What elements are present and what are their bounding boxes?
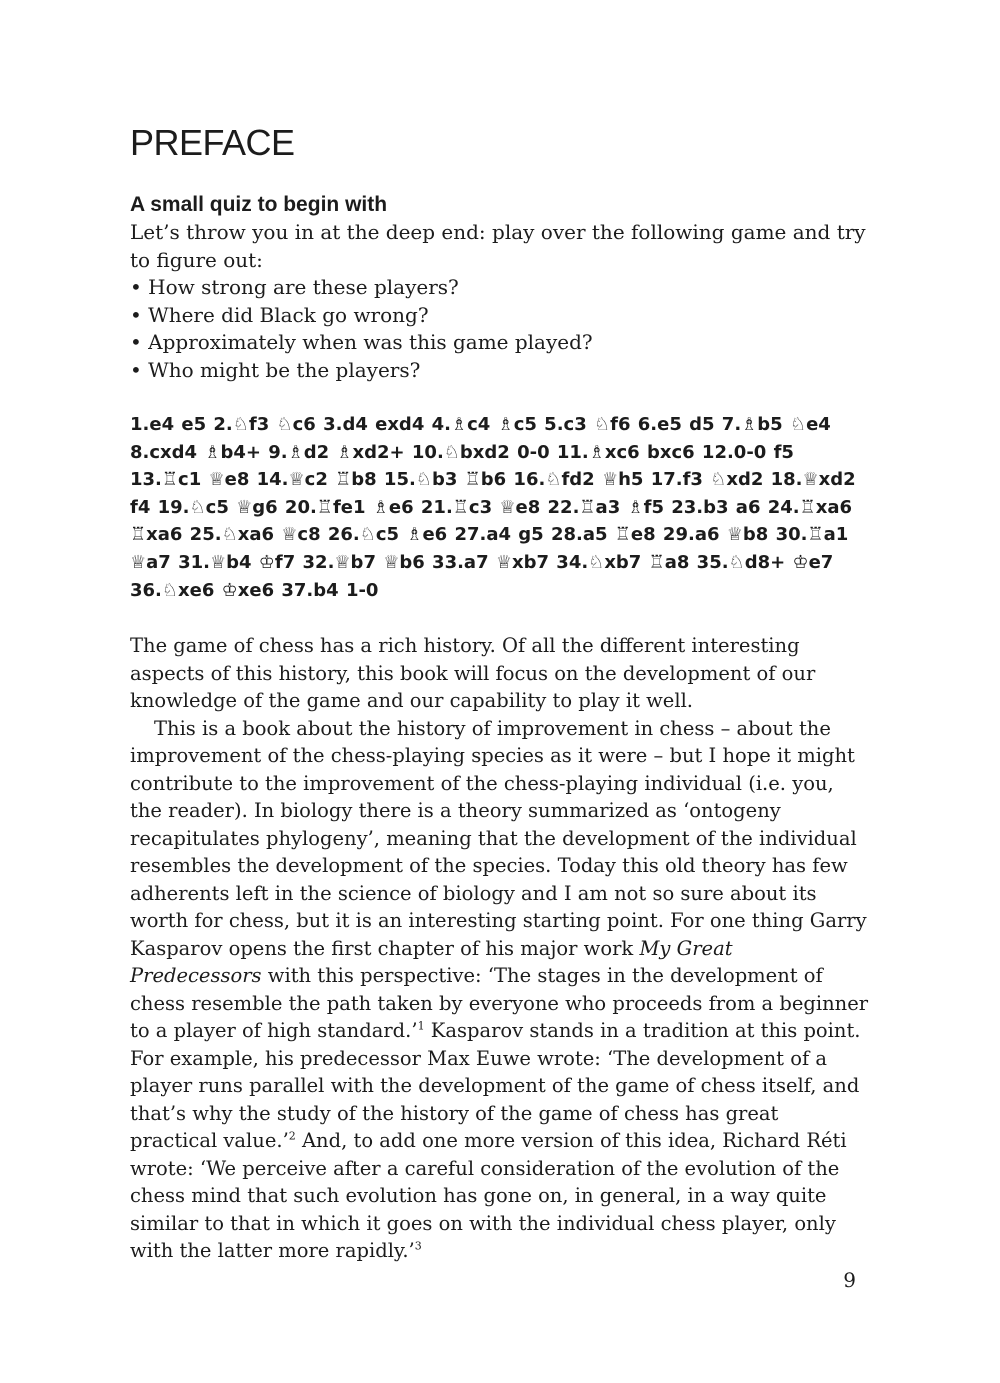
paragraph-2-part-2: with this perspective: ‘The stages in the development of chess resemble the path taken by everyone who proceeds from a beginner to a player of high standard.’ — [130, 964, 869, 1042]
page-title: PREFACE — [130, 122, 295, 163]
game-moves: 1.e4 e5 2.♘f3 ♘c6 3.d4 exd4 4.♗c4 ♗c5 5.c3 ♘f6 6.e5 d5 7.♗b5 ♘e4 8.cxd4 ♗b4+ 9.♗d2 ♗xd2+ 10.♘bxd2 0-0 11.♗xc6 bxc6 12.0-0 f5 13.♖c1 ♕e8 14.♕c2 ♖b8 15.♘b3 ♖b6 16.♘fd2 ♕h5 17.f3 ♘xd2 18.♕xd2 f4 19.♘c5 ♕g6 20.♖fe1 ♗e6 21.♖c3 ♕e8 22.♖a3 ♗f5 23.b3 a6 24.♖xa6 ♖xa6 25.♘xa6 ♕c8 26.♘c5 ♗e6 27.a4 g5 28.a5 ♖e8 29.a6 ♕b8 30.♖a1 ♕a7 31.♕b4 ♔f7 32.♕b7 ♕b6 33.a7 ♕xb7 34.♘xb7 ♖a8 35.♘d8+ ♔e7 36.♘xe6 ♔xe6 37.b4 1-0 — [130, 414, 856, 601]
intro-block — [130, 219, 870, 384]
section-subtitle: A small quiz to begin with — [130, 193, 388, 216]
footnote-marker: 1 — [417, 1019, 425, 1033]
quiz-question: • Who might be the players? — [130, 357, 421, 382]
paragraph-2-part-1: This is a book about the history of improvement in chess – about the improvement of the chess-playing species as it were – but I hope it might contribute to the improvement of the chess-playing individual (i.e. you, the reader). In biology there is a theory summarized as ‘ontogeny recapitulates phylogeny’, meaning that the development of the individual resembles the development of the species. Today this old theory has few adherents left in the science of biology and I am not so sure about its worth for chess, but it is an interesting starting point. For one thing Garry Kasparov opens the first chapter of his major work — [130, 716, 867, 960]
book-title: My Great Predecessors — [130, 936, 733, 987]
quiz-question: • Approximately when was this game played? — [130, 330, 593, 354]
paragraph-2 — [130, 715, 870, 1265]
paragraph-1: The game of chess has a rich history. Of all the different interesting aspects of this history, this book will focus on the development of our knowledge of the game and our capability to play it well. — [130, 634, 816, 712]
quiz-questions — [130, 274, 870, 384]
footnote-marker: 3 — [414, 1239, 422, 1253]
intro-text: Let’s throw you in at the deep end: play over the following game and try to figure out: — [130, 220, 866, 272]
page-number: 9 — [843, 1268, 856, 1292]
quiz-question: • Where did Black go wrong? — [130, 302, 429, 327]
footnote-marker: 2 — [288, 1129, 296, 1143]
paragraph-2-part-3: Kasparov stands in a tradition at this point. For example, his predecessor Max Euwe wrote: ‘The development of a player runs parallel with the development of the game of chess itself, and that’s why the study of the history of the game of chess has great practical value.’ — [130, 1019, 861, 1152]
quiz-question: • How strong are these players? — [130, 275, 459, 299]
body-text — [130, 632, 870, 1265]
paragraph-2-part-4: And, to add one more version of this idea, Richard Réti wrote: ‘We perceive after a careful consideration of the evolution of the chess mind that such evolution has gone on, in general, in a way quite similar to that in which it goes on with the individual chess player, only with the latter more rapidly.’ — [130, 1129, 847, 1262]
